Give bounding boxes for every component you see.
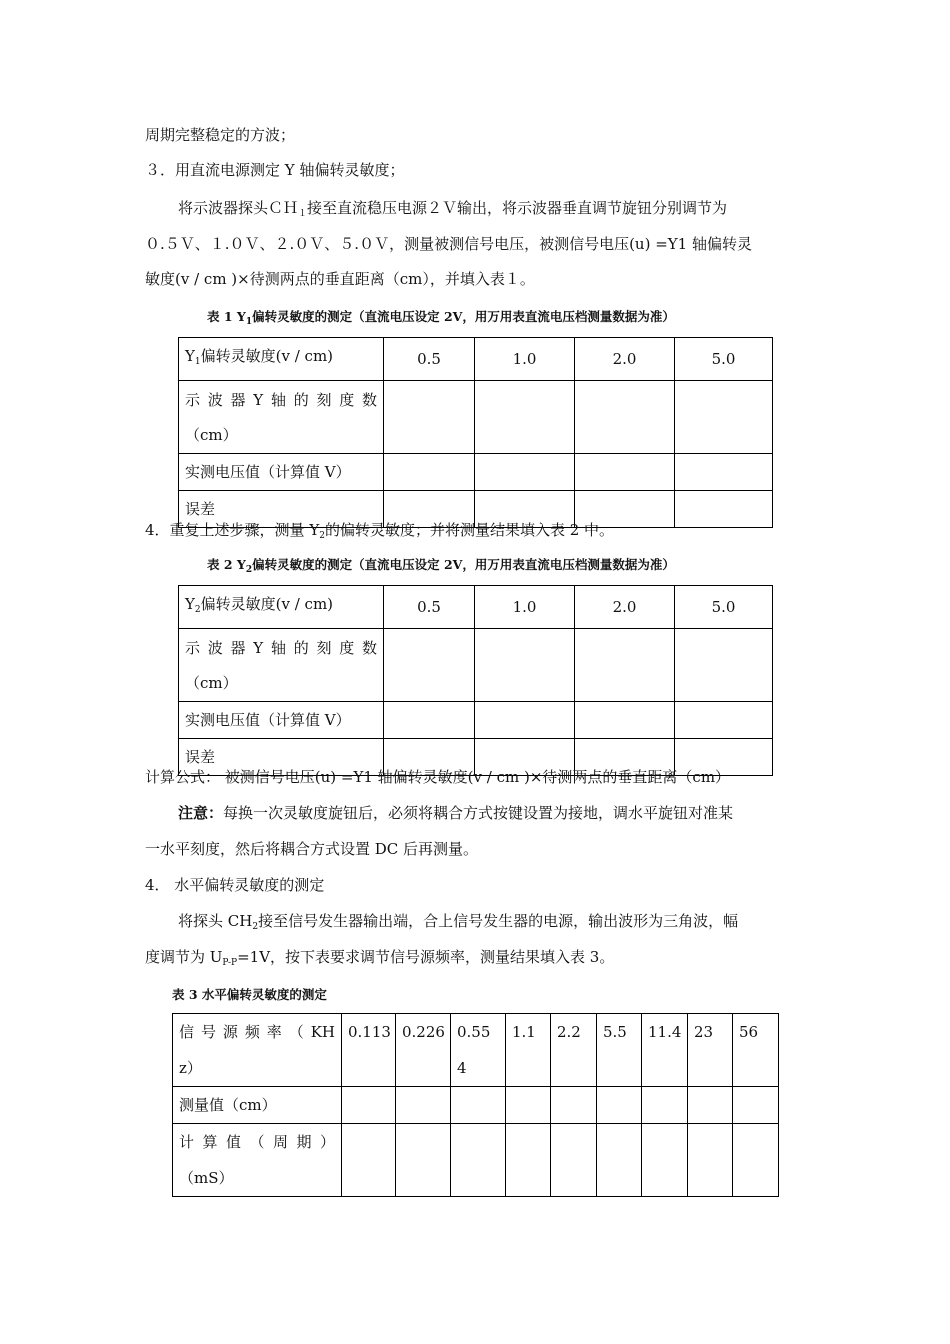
table-cell: [597, 1087, 642, 1124]
table-row: [179, 629, 773, 702]
table-cell: [396, 1124, 451, 1197]
table1-value-0: 0.5: [384, 338, 475, 381]
table-cell: [451, 1124, 506, 1197]
table-cell: [506, 1087, 551, 1124]
table3-freq-7: 23: [688, 1014, 733, 1087]
step3-line1: 将示波器探头ＣＨ$_1$接至直流稳压电源２Ｖ输出，将示波器垂直调节旋钮分别调节为: [178, 199, 728, 219]
table-cell: [396, 1087, 451, 1124]
table3: [172, 1013, 779, 1197]
step4-horizontal-line2: 度调节为 $U_{P-P}=1V$，按下表要求调节信号源频率，测量结果填入表 3。: [145, 948, 615, 968]
table1: [178, 337, 773, 528]
table-cell: [475, 454, 575, 491]
table3-row3-label: 计算值（周期） （mS）: [173, 1124, 342, 1197]
table3-row2-label: 测量值（cm）: [173, 1087, 342, 1124]
table-cell: [384, 381, 475, 454]
note-line2: 一水平刻度，然后将耦合方式设置 DC 后再测量。: [145, 840, 479, 858]
table-cell: [451, 1087, 506, 1124]
table2-value-0: 0.5: [384, 586, 475, 629]
table3-freq-1: 0.226: [396, 1014, 451, 1087]
table-cell: [675, 702, 773, 739]
table1-row2-label: 示波器Y轴的刻度数 （cm）: [179, 381, 384, 454]
table-cell: [475, 702, 575, 739]
formula-line: 计算公式： 被测信号电压(u) =Y1 轴偏转灵敏度(v / cm )×待测两点的垂直距离（cm）: [145, 768, 731, 786]
table1-value-1: 1.0: [475, 338, 575, 381]
table3-freq-6: 11.4: [642, 1014, 688, 1087]
table2-value-1: 1.0: [475, 586, 575, 629]
table-row: [173, 1087, 779, 1124]
table2-header-label: $Y_2$偏转灵敏度(v / cm): [179, 586, 384, 629]
note-label: 注意：: [178, 804, 224, 822]
table-cell: [475, 629, 575, 702]
table1-value-2: 2.0: [575, 338, 675, 381]
table-cell: [688, 1087, 733, 1124]
table-row: [173, 1014, 779, 1087]
table-cell: [575, 454, 675, 491]
step4-horizontal-heading: 4． 水平偏转灵敏度的测定: [145, 876, 325, 894]
step4-horizontal-line1: 将探头 $CH_2$接至信号发生器输出端，合上信号发生器的电源，输出波形为三角波，幅: [178, 912, 739, 932]
table-cell: [575, 702, 675, 739]
table-cell: [551, 1087, 597, 1124]
table-cell: [675, 491, 773, 528]
paragraph-top: 周期完整稳定的方波；: [145, 126, 296, 144]
table2-caption: 表 2 $Y_2$偏转灵敏度的测定（直流电压设定 2V，用万用表直流电压档测量数据为准）: [207, 557, 675, 575]
table-row: [173, 1124, 779, 1197]
table-cell: [575, 629, 675, 702]
table2: [178, 585, 773, 776]
table3-freq-5: 5.5: [597, 1014, 642, 1087]
step3-line2: ０.５Ｖ、１.０Ｖ、２.０Ｖ、５.０Ｖ，测量被测信号电压，被测信号电压(u) =Y1 轴偏转灵: [145, 235, 752, 253]
table-cell: [575, 381, 675, 454]
table-cell: [733, 1087, 779, 1124]
table-cell: [642, 1124, 688, 1197]
table-cell: [675, 381, 773, 454]
table-row: [179, 338, 773, 381]
table-cell: [597, 1124, 642, 1197]
note-line1: 注意：每换一次灵敏度旋钮后，必须将耦合方式按键设置为接地，调水平旋钮对准某: [178, 804, 734, 822]
step3-line3: 敏度(v / cm )×待测两点的垂直距离（cm），并填入表１。: [145, 270, 535, 288]
table-row: [179, 381, 773, 454]
table-cell: [642, 1087, 688, 1124]
step4-repeat: 4．重复上述步骤，测量 $Y_2$的偏转灵敏度；并将测量结果填入表 2 中。: [145, 521, 615, 541]
table1-row3-label: 实测电压值（计算值 V）: [179, 454, 384, 491]
table-cell: [675, 629, 773, 702]
table1-caption: 表 1 $Y_1$偏转灵敏度的测定（直流电压设定 2V，用万用表直流电压档测量数据为准）: [207, 309, 675, 327]
table3-freq-8: 56: [733, 1014, 779, 1087]
table-cell: [384, 629, 475, 702]
step3-heading: ３．用直流电源测定 Y 轴偏转灵敏度；: [145, 161, 405, 179]
table3-freq-3: 1.1: [506, 1014, 551, 1087]
table1-value-3: 5.0: [675, 338, 773, 381]
table-cell: [675, 454, 773, 491]
table2-value-3: 5.0: [675, 586, 773, 629]
table-cell: [506, 1124, 551, 1197]
table2-row3-label: 实测电压值（计算值 V）: [179, 702, 384, 739]
table-row: [179, 702, 773, 739]
table-cell: [688, 1124, 733, 1197]
table-cell: [342, 1124, 396, 1197]
table2-row2-label: 示波器Y轴的刻度数 （cm）: [179, 629, 384, 702]
table2-row4-label: 误差: [179, 739, 384, 776]
table-cell: [551, 1124, 597, 1197]
table3-header-label: 信号源频率（KH z）: [173, 1014, 342, 1087]
table3-freq-0: 0.113: [342, 1014, 396, 1087]
table-cell: [384, 702, 475, 739]
table-row: [179, 454, 773, 491]
table-cell: [475, 381, 575, 454]
table3-caption: 表 3 水平偏转灵敏度的测定: [172, 987, 327, 1002]
table-cell: [384, 454, 475, 491]
table1-row4-label: 误差: [179, 491, 384, 528]
table3-freq-4: 2.2: [551, 1014, 597, 1087]
table1-header-label: $Y_1$偏转灵敏度(v / cm): [179, 338, 384, 381]
table3-freq-2: 0.55 4: [451, 1014, 506, 1087]
table-cell: [733, 1124, 779, 1197]
table-cell: [342, 1087, 396, 1124]
table-row: [179, 586, 773, 629]
table2-value-2: 2.0: [575, 586, 675, 629]
